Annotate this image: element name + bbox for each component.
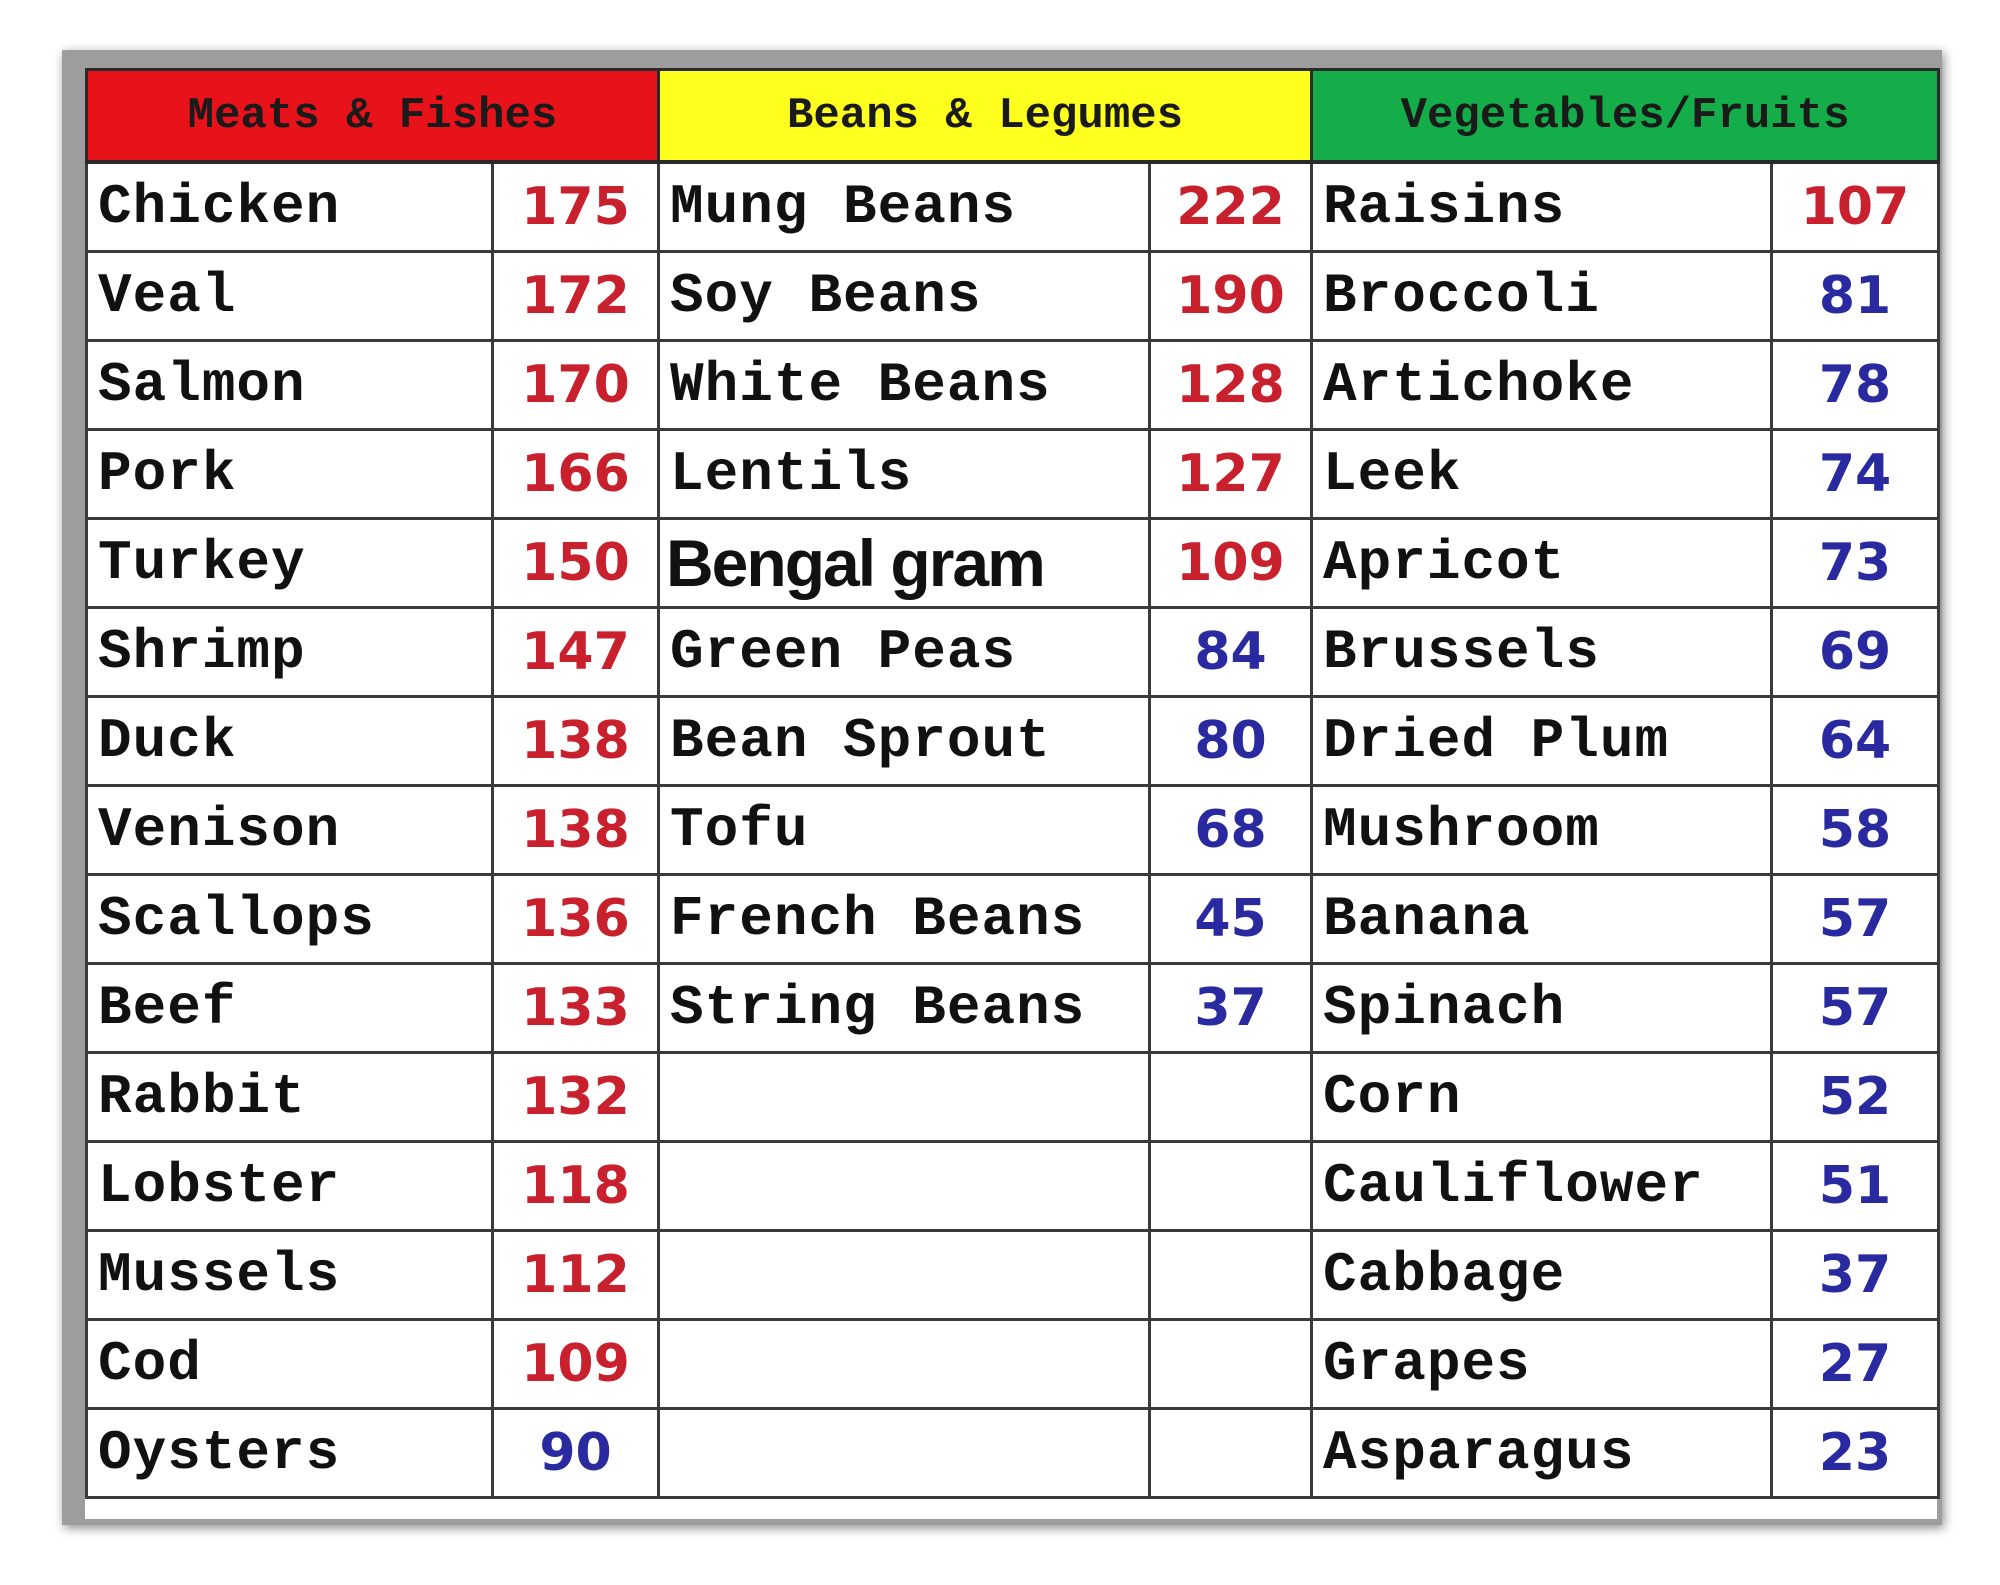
beans-item-name: French Beans	[659, 875, 1150, 964]
beans-item-value: 109	[1150, 519, 1312, 608]
beans-item-value	[1150, 1409, 1312, 1498]
beans-item-value: 84	[1150, 608, 1312, 697]
beans-item-value: 37	[1150, 964, 1312, 1053]
food-table-sheet	[85, 68, 1937, 1519]
table-body	[87, 162, 1939, 1498]
meats-item-value: 132	[493, 1053, 659, 1142]
table-row	[87, 608, 1939, 697]
veg-item-value: 37	[1772, 1231, 1939, 1320]
meats-item-value: 118	[493, 1142, 659, 1231]
veg-item-value: 57	[1772, 875, 1939, 964]
meats-item-name: Veal	[87, 252, 493, 341]
table-row	[87, 1320, 1939, 1409]
veg-item-name: Cauliflower	[1312, 1142, 1772, 1231]
meats-item-name: Pork	[87, 430, 493, 519]
beans-item-name: Green Peas	[659, 608, 1150, 697]
food-value-table	[85, 68, 1940, 1499]
header-meats-fishes: Meats & Fishes	[87, 70, 659, 163]
beans-item-value: 80	[1150, 697, 1312, 786]
beans-item-value: 128	[1150, 341, 1312, 430]
table-row	[87, 786, 1939, 875]
meats-item-name: Cod	[87, 1320, 493, 1409]
beans-item-name: String Beans	[659, 964, 1150, 1053]
beans-item-name	[659, 1409, 1150, 1498]
veg-item-name: Mushroom	[1312, 786, 1772, 875]
veg-item-name: Leek	[1312, 430, 1772, 519]
meats-item-value: 150	[493, 519, 659, 608]
beans-item-name: Mung Beans	[659, 162, 1150, 252]
meats-item-name: Mussels	[87, 1231, 493, 1320]
meats-item-value: 109	[493, 1320, 659, 1409]
veg-item-name: Asparagus	[1312, 1409, 1772, 1498]
meats-item-value: 90	[493, 1409, 659, 1498]
meats-item-name: Duck	[87, 697, 493, 786]
table-row	[87, 430, 1939, 519]
meats-item-name: Rabbit	[87, 1053, 493, 1142]
meats-item-name: Shrimp	[87, 608, 493, 697]
beans-item-name	[659, 1320, 1150, 1409]
beans-item-value: 127	[1150, 430, 1312, 519]
veg-item-name: Banana	[1312, 875, 1772, 964]
table-row	[87, 1053, 1939, 1142]
meats-item-name: Scallops	[87, 875, 493, 964]
veg-item-name: Cabbage	[1312, 1231, 1772, 1320]
veg-item-name: Grapes	[1312, 1320, 1772, 1409]
meats-item-value: 172	[493, 252, 659, 341]
table-row	[87, 252, 1939, 341]
beans-item-name	[659, 1231, 1150, 1320]
veg-item-value: 107	[1772, 162, 1939, 252]
table-row	[87, 162, 1939, 252]
table-row	[87, 875, 1939, 964]
meats-item-value: 170	[493, 341, 659, 430]
meats-item-value: 138	[493, 786, 659, 875]
table-row	[87, 1409, 1939, 1498]
beans-item-name: Lentils	[659, 430, 1150, 519]
meats-item-name: Chicken	[87, 162, 493, 252]
meats-item-value: 112	[493, 1231, 659, 1320]
meats-item-name: Beef	[87, 964, 493, 1053]
header-beans-legumes: Beans & Legumes	[659, 70, 1312, 163]
veg-item-name: Corn	[1312, 1053, 1772, 1142]
veg-item-value: 64	[1772, 697, 1939, 786]
veg-item-name: Apricot	[1312, 519, 1772, 608]
beans-item-value	[1150, 1231, 1312, 1320]
veg-item-value: 69	[1772, 608, 1939, 697]
table-row	[87, 519, 1939, 608]
beans-item-name: Soy Beans	[659, 252, 1150, 341]
meats-item-value: 136	[493, 875, 659, 964]
veg-item-name: Brussels	[1312, 608, 1772, 697]
meats-item-value: 138	[493, 697, 659, 786]
beans-item-name: Bean Sprout	[659, 697, 1150, 786]
veg-item-value: 57	[1772, 964, 1939, 1053]
veg-item-value: 78	[1772, 341, 1939, 430]
table-row	[87, 1231, 1939, 1320]
table-row	[87, 697, 1939, 786]
beans-item-value: 222	[1150, 162, 1312, 252]
veg-item-value: 81	[1772, 252, 1939, 341]
veg-item-value: 51	[1772, 1142, 1939, 1231]
meats-item-name: Oysters	[87, 1409, 493, 1498]
header-row	[87, 70, 1939, 163]
beans-item-name: White Beans	[659, 341, 1150, 430]
meats-item-name: Salmon	[87, 341, 493, 430]
veg-item-name: Artichoke	[1312, 341, 1772, 430]
meats-item-value: 133	[493, 964, 659, 1053]
table-row	[87, 341, 1939, 430]
meats-item-value: 147	[493, 608, 659, 697]
veg-item-value: 73	[1772, 519, 1939, 608]
table-row	[87, 1142, 1939, 1231]
header-vegetables-fruits: Vegetables/Fruits	[1312, 70, 1939, 163]
veg-item-value: 58	[1772, 786, 1939, 875]
beans-item-value: 190	[1150, 252, 1312, 341]
veg-item-value: 23	[1772, 1409, 1939, 1498]
veg-item-value: 27	[1772, 1320, 1939, 1409]
table-row	[87, 964, 1939, 1053]
veg-item-name: Spinach	[1312, 964, 1772, 1053]
veg-item-name: Raisins	[1312, 162, 1772, 252]
beans-item-value: 68	[1150, 786, 1312, 875]
veg-item-value: 52	[1772, 1053, 1939, 1142]
beans-item-name: Tofu	[659, 786, 1150, 875]
beans-item-value: 45	[1150, 875, 1312, 964]
meats-item-name: Venison	[87, 786, 493, 875]
beans-item-name	[659, 1142, 1150, 1231]
veg-item-name: Broccoli	[1312, 252, 1772, 341]
meats-item-name: Lobster	[87, 1142, 493, 1231]
beans-item-name: Bengal gram	[659, 519, 1150, 608]
veg-item-name: Dried Plum	[1312, 697, 1772, 786]
meats-item-value: 166	[493, 430, 659, 519]
beans-item-value	[1150, 1053, 1312, 1142]
meats-item-name: Turkey	[87, 519, 493, 608]
beans-item-name	[659, 1053, 1150, 1142]
beans-item-value	[1150, 1320, 1312, 1409]
veg-item-value: 74	[1772, 430, 1939, 519]
meats-item-value: 175	[493, 162, 659, 252]
beans-item-value	[1150, 1142, 1312, 1231]
